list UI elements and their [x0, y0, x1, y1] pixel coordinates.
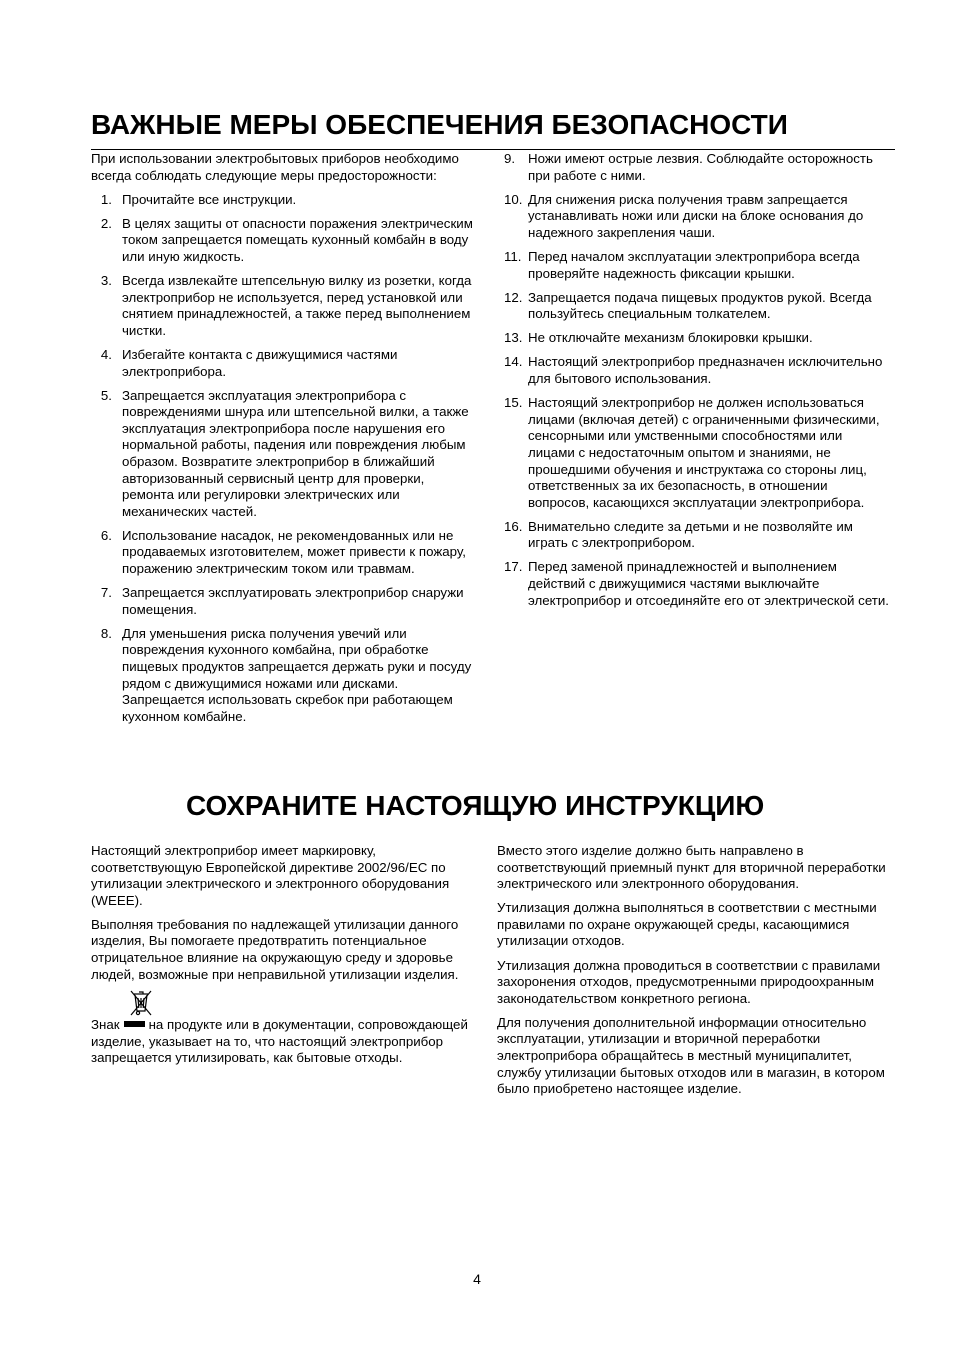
item-number: 2.	[100, 215, 112, 231]
item-text: В целях защиты от опасности поражения электрическим током запрещается помещать кухонный комбайн в воду или иную жидкость.	[122, 215, 473, 264]
local-rules-paragraph: Утилизация должна выполняться в соответствии с местными правилами по охране окружающей среды, касающимися утилизации отходов.	[497, 900, 877, 949]
item-text: Перед началом эксплуатации электроприбора всегда проверяйте надежность фиксации крышки.	[528, 248, 860, 281]
safety-item	[490, 395, 890, 511]
item-text: Прочитайте все инструкции.	[122, 191, 297, 207]
item-text: Использование насадок, не рекомендованных или не продаваемых изготовителем, может привести к пожару, поражению электрическим током или травмам.	[122, 527, 466, 577]
safety-item	[91, 273, 476, 339]
item-number: 17.	[504, 559, 523, 575]
item-number: 15.	[504, 395, 523, 411]
item-number: 10.	[504, 191, 523, 207]
safety-item	[490, 354, 890, 387]
safety-item	[91, 388, 476, 521]
item-number: 16.	[504, 518, 523, 534]
symbol-prefix: Знак	[91, 1017, 120, 1033]
landfill-rules-paragraph: Утилизация должна проводиться в соответствии с правилами захоронения отходов, предусмотренными природоохранным законодательством конкретного региона.	[497, 957, 881, 1006]
item-number: 6.	[100, 527, 112, 543]
weee-symbol-paragraph	[91, 1017, 481, 1067]
collection-point-paragraph: Вместо этого изделие должно быть направлено в соответствующий приемный пункт для вторичной переработки электрического или электронного оборудования.	[497, 843, 886, 892]
item-text: Настоящий электроприбор не должен использоваться лицами (включая детей) с ограниченными физическими, сенсорными или умственными способностями или лицами с недостаточным опытом и знаниями, не прошедшими обучения и инструктажа со стороны лиц, ответственных за их безопасность, в отношении вопросов, касающихся эксплуатации электроприбора.	[528, 395, 880, 510]
item-text: Не отключайте механизм блокировки крышки.	[528, 330, 813, 346]
safety-title: ВАЖНЫЕ МЕРЫ ОБЕСПЕЧЕНИЯ БЕЗОПАСНОСТИ	[91, 109, 788, 140]
page-number: 4	[473, 1271, 481, 1287]
safety-item	[91, 626, 476, 726]
safety-item	[490, 249, 890, 282]
solid-bar-icon	[124, 1021, 145, 1027]
safety-item	[490, 519, 890, 552]
item-text: Запрещается эксплуатировать электроприбор снаружи помещения.	[122, 585, 464, 617]
item-text: Ножи имеют острые лезвия. Соблюдайте осторожность при работе с ними.	[528, 151, 873, 183]
item-number: 5.	[100, 387, 112, 403]
item-text: Настоящий электроприбор предназначен исключительно для бытового использования.	[528, 354, 883, 387]
item-number: 7.	[100, 585, 112, 601]
symbol-suffix: на продукте или в документации, сопровождающей изделие, указывает на то, что настоящий электроприбор запрещается утилизировать, как бытовые отходы.	[91, 1017, 468, 1066]
item-number: 12.	[504, 289, 523, 305]
item-text: Всегда извлекайте штепсельную вилку из розетки, когда электроприбор не используется, перед установкой или снятием принадлежностей, а также перед выполнением чистки.	[122, 273, 472, 338]
safety-item	[91, 528, 476, 578]
item-text: Запрещается подача пищевых продуктов рукой. Всегда пользуйтесь специальным толкателем.	[528, 289, 872, 322]
safety-column-left	[91, 151, 476, 725]
item-number: 4.	[100, 346, 112, 362]
safety-item	[490, 330, 890, 347]
item-number: 13.	[504, 330, 523, 346]
item-number: 14.	[504, 354, 523, 370]
item-text: Внимательно следите за детьми и не позволяйте им играть с электроприбором.	[528, 518, 853, 551]
safety-item	[91, 216, 476, 266]
safety-column-right	[490, 151, 890, 609]
safety-item	[490, 559, 890, 609]
title-underline	[91, 149, 895, 150]
safety-item	[490, 151, 890, 184]
item-number: 11.	[504, 248, 522, 264]
safety-list-right	[490, 151, 890, 609]
safety-item	[91, 585, 476, 618]
safety-item	[91, 347, 476, 380]
disposal-column-left	[91, 843, 481, 1067]
save-instructions-title: СОХРАНИТЕ НАСТОЯЩУЮ ИНСТРУКЦИЮ	[186, 790, 765, 821]
item-text: Для снижения риска получения травм запрещается устанавливать ножи или диски на блоке основания до надежного закрепления чаши.	[528, 191, 864, 240]
disposal-column-right	[497, 843, 889, 1098]
item-number: 1.	[100, 191, 112, 207]
more-info-paragraph: Для получения дополнительной информации относительно эксплуатации, утилизации и вторичной переработки электроприбора обращайтесь в местный муниципалитет, службу утилизации бытовых отходов или в магазин, в котором было приобретено настоящее изделие.	[497, 1014, 885, 1097]
item-text: Избегайте контакта с движущимися частями электроприбора.	[122, 346, 398, 379]
weee-paragraph: Настоящий электроприбор имеет маркировку, соответствующую Европейской директиве 2002/96/EC по утилизации электрического и электронного оборудования (WEEE).	[91, 843, 450, 908]
safety-item	[490, 192, 890, 242]
safety-item	[91, 192, 476, 209]
safety-item	[490, 290, 890, 323]
safety-intro: При использовании электробытовых приборов необходимо всегда соблюдать следующие меры предосторожности:	[91, 151, 459, 183]
item-text: Запрещается эксплуатация электроприбора с повреждениями шнура или штепсельной вилки, а также эксплуатация электроприбора после нарушения его нормальной работы, падения или повреждения любым образом. Возвратите электроприбор в ближайший авторизованный сервисный центр для проверки, ремонта или регулировки электрических или механических частей.	[122, 387, 469, 519]
item-number: 8.	[100, 625, 112, 641]
disposal-benefit-paragraph: Выполняя требования по надлежащей утилизации данного изделия, Вы помогаете предотвратить потенциальное отрицательное влияние на окружающую среду и здоровье людей, возможные при неправильной утилизации изделия.	[91, 916, 459, 982]
item-text: Для уменьшения риска получения увечий или повреждения кухонного комбайна, при обработке пищевых продуктов запрещается держать руки и посуду рядом с движущимися ножами или дисками. Запрещается использовать скребок при работающем кухонном комбайне.	[122, 625, 472, 724]
safety-list-left	[91, 192, 476, 726]
crossed-out-wheelie-bin-icon	[128, 989, 154, 1017]
item-text: Перед заменой принадлежностей и выполнением действий с движущимися частями выключайте электроприбор и отсоединяйте его от электрической сети.	[528, 559, 889, 608]
item-number: 9.	[504, 151, 516, 166]
item-number: 3.	[100, 273, 112, 289]
